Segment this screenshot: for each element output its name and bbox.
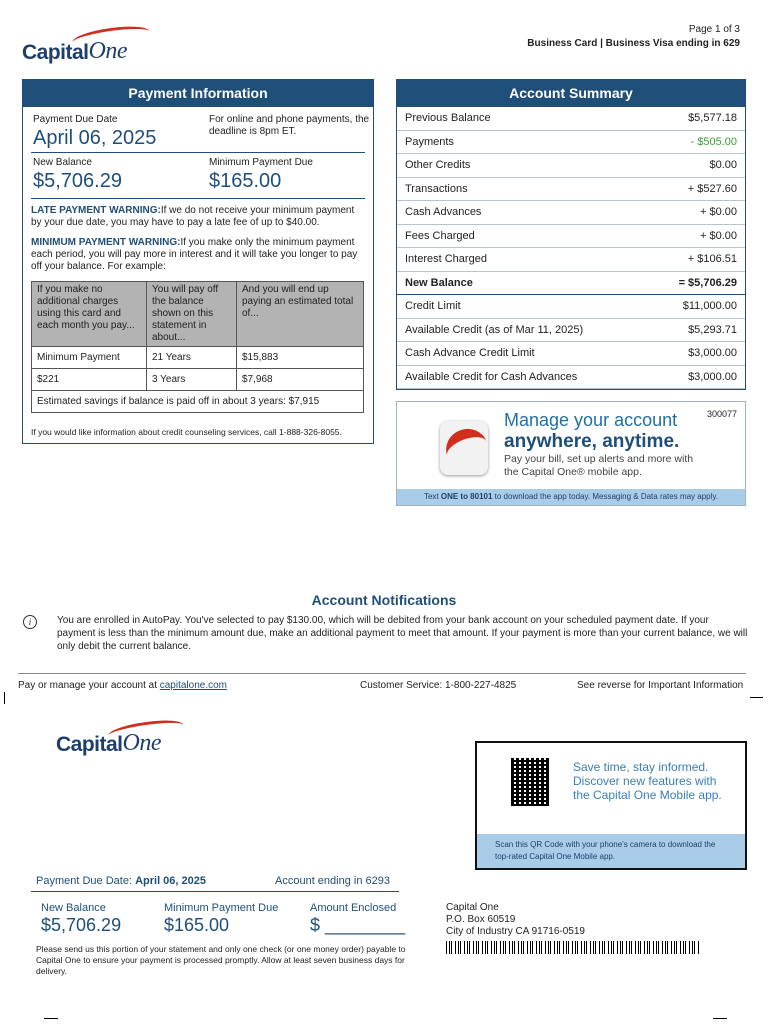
summary-row <box>397 319 745 343</box>
summary-row <box>397 154 745 178</box>
qr-ad-strip: Scan this QR Code with your phone's camera to download the top-rated Capital One Mobile app. <box>477 834 745 868</box>
capital-one-logo <box>22 32 152 72</box>
table-row: Minimum Payment 21 Years $15,883 <box>32 347 364 369</box>
see-reverse-note: See reverse for Important Information <box>577 680 744 691</box>
perforation-mark-left <box>4 692 5 704</box>
summary-value: + $527.60 <box>687 182 737 195</box>
summary-label: Credit Limit <box>405 300 461 312</box>
min-due-label: Minimum Payment Due <box>209 157 313 168</box>
payment-information-title: Payment Information <box>23 80 373 107</box>
summary-label: Available Credit for Cash Advances <box>405 370 578 383</box>
logo-text: Capital <box>56 733 123 756</box>
table-row: $221 3 Years $7,968 <box>32 369 364 391</box>
capitalone-link[interactable]: capitalone.com <box>159 680 228 691</box>
bottom-mark-right <box>713 1018 727 1019</box>
qr-code-ad <box>475 741 747 870</box>
account-summary-title: Account Summary <box>397 80 745 107</box>
ad-line1: Manage your account <box>504 410 678 430</box>
summary-label: Interest Charged <box>405 253 487 265</box>
minimum-payment-table <box>31 281 364 413</box>
summary-value: $3,000.00 <box>688 370 737 383</box>
min-due-value: $165.00 <box>209 170 282 192</box>
summary-value: $5,577.18 <box>688 112 737 124</box>
new-balance-label: New Balance <box>33 157 92 168</box>
summary-row <box>397 225 745 249</box>
estimated-savings: Estimated savings if balance is paid off in about 3 years: $7,915 <box>32 391 364 413</box>
logo-one: One <box>122 730 161 756</box>
table-header: You will pay off the balance shown on this statement in about... <box>147 282 237 347</box>
late-payment-warning: LATE PAYMENT WARNING:If we do not receive your minimum payment by your due date, you may have to pay a late fee of up to $40.00. <box>31 205 355 228</box>
summary-row <box>397 201 745 225</box>
summary-value: $0.00 <box>709 159 737 171</box>
footer-divider <box>18 673 746 674</box>
coupon-divider <box>31 891 399 892</box>
summary-row <box>397 366 745 390</box>
summary-row <box>397 272 745 296</box>
summary-row <box>397 295 745 319</box>
minimum-payment-warning: MINIMUM PAYMENT WARNING:If you make only the minimum payment each period, you will pay more in interest and it will take you longer to pay off your balance. For example: <box>31 237 358 272</box>
table-header: If you make no additional charges using this card and each month you pay... <box>32 282 147 347</box>
qr-ad-text: Save time, stay informed. Discover new features with the Capital One Mobile app. <box>573 760 722 802</box>
bottom-mark-left <box>44 1018 58 1019</box>
notifications-title: Account Notifications <box>311 592 457 608</box>
summary-label: Other Credits <box>405 159 471 171</box>
coupon-min-due-label: Minimum Payment Due <box>164 902 279 914</box>
card-description: Business Card | Business Visa ending in 629 <box>527 38 740 49</box>
summary-label: Transactions <box>405 182 468 195</box>
account-summary-box <box>396 79 746 390</box>
mailing-address: Capital One P.O. Box 60519 City of Industry CA 91716-0519 <box>446 902 585 937</box>
summary-label: Payments <box>405 135 454 148</box>
summary-value: $3,000.00 <box>688 347 737 359</box>
coupon-min-due-value: $165.00 <box>164 915 230 935</box>
coupon-account: Account ending in 6293 <box>275 875 390 887</box>
coupon-new-balance-value: $5,706.29 <box>41 915 122 935</box>
app-icon <box>440 421 488 475</box>
summary-label: New Balance <box>405 276 473 289</box>
summary-value: = $5,706.29 <box>678 276 737 289</box>
summary-row <box>397 178 745 202</box>
deadline-note: For online and phone payments, the deadline is 8pm ET. <box>209 114 370 137</box>
account-summary-list <box>397 107 745 389</box>
summary-row <box>397 342 745 366</box>
ad-subtext: Pay your bill, set up alerts and more with the Capital One® mobile app. <box>504 453 694 478</box>
summary-row <box>397 107 745 131</box>
coupon-capital-one-logo <box>56 724 186 764</box>
info-icon: i <box>23 615 37 629</box>
ad-code: 300077 <box>706 409 737 419</box>
summary-value: $11,000.00 <box>682 300 737 312</box>
amount-enclosed-label: Amount Enclosed <box>310 902 397 914</box>
notification-text: You are enrolled in AutoPay. You've selected to pay $130.00, which will be debited from your bank account on your scheduled payment date. If your payment is less than the minimum amount due, make an additional payment to meet that amount. If your payment is more than your current balance, we will only debit the current balance. <box>57 615 748 652</box>
mobile-app-ad <box>396 401 746 506</box>
ad-text-strip: Text ONE to 80101 to download the app today. Messaging & Data rates may apply. <box>397 489 745 505</box>
summary-value: + $106.51 <box>687 253 737 265</box>
coupon-instructions: Please send us this portion of your statement and only one check (or one money order) payable to Capital One to ensure your payment is processed promptly. Allow at least seven business days for delivery. <box>36 944 406 976</box>
coupon-new-balance-label: New Balance <box>41 902 106 914</box>
due-date-label: Payment Due Date <box>33 114 118 125</box>
summary-label: Cash Advance Credit Limit <box>405 347 535 359</box>
pay-online-text: Pay or manage your account at capitalone.com <box>18 680 228 691</box>
customer-service: Customer Service: 1-800-227-4825 <box>360 680 517 691</box>
perforation-mark-right <box>750 697 763 698</box>
due-date-value: April 06, 2025 <box>33 127 157 149</box>
amount-enclosed-field[interactable]: $ ________ <box>310 915 406 935</box>
summary-label: Previous Balance <box>405 112 491 124</box>
summary-label: Available Credit (as of Mar 11, 2025) <box>405 323 584 336</box>
coupon-due-date: Payment Due Date: April 06, 2025 <box>36 875 206 887</box>
summary-label: Cash Advances <box>405 206 482 218</box>
table-header: And you will end up paying an estimated total of... <box>237 282 364 347</box>
logo-one: One <box>88 38 127 64</box>
summary-value: $5,293.71 <box>688 323 737 336</box>
new-balance-value: $5,706.29 <box>33 170 122 192</box>
qr-code <box>511 758 549 806</box>
summary-label: Fees Charged <box>405 229 475 242</box>
table-row <box>32 391 364 413</box>
summary-value: + $0.00 <box>699 206 737 218</box>
summary-row <box>397 131 745 155</box>
postal-barcode <box>446 941 700 954</box>
summary-value: - $505.00 <box>690 135 737 148</box>
credit-counseling-note: If you would like information about credit counseling services, call 1-888-326-8055. <box>31 427 342 437</box>
summary-value: + $0.00 <box>699 229 737 242</box>
payment-information-box <box>22 79 374 444</box>
summary-row <box>397 248 745 272</box>
ad-line2: anywhere, anytime. <box>504 431 680 452</box>
page-number: Page 1 of 3 <box>688 24 740 35</box>
logo-text: Capital <box>22 41 89 64</box>
